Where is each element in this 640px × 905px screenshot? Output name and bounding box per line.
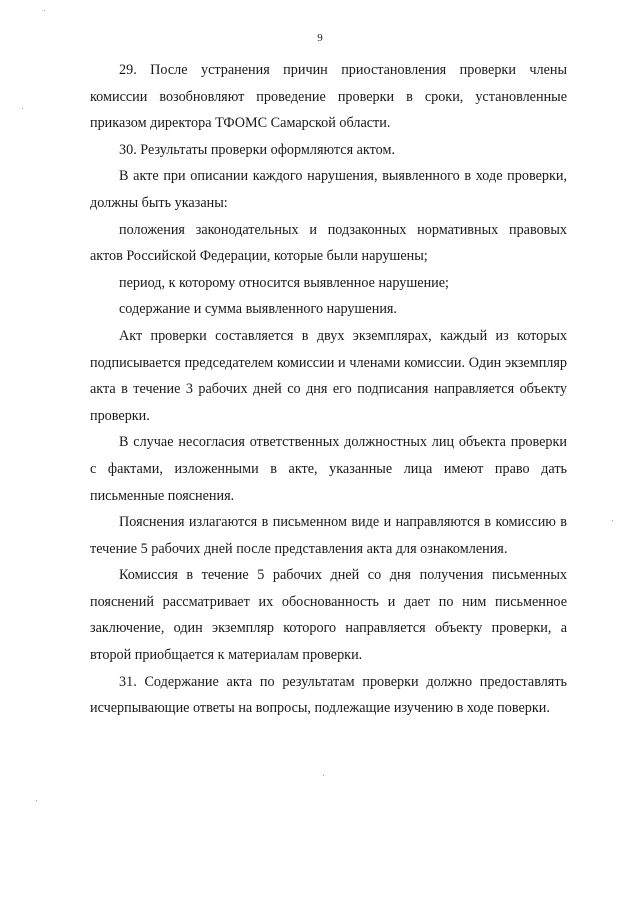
list-item-content-amount: содержание и сумма выявленного нарушения. (119, 301, 397, 318)
paragraph-explanations: Пояснения излагаются в письменном виде и направляются в комиссию в течение 5 рабочих дней после представления акта для ознакомления. (90, 514, 567, 557)
page-number: 9 (317, 32, 323, 44)
scan-speck (22, 108, 23, 109)
list-item-period: период, к которому относится выявленное нарушение; (119, 274, 449, 291)
scan-speck (36, 800, 37, 801)
list-item-legal-provisions: положения законодательных и подзаконных нормативных правовых актов Российской Федерации, которые были нарушены; (90, 221, 567, 265)
document-body (90, 57, 567, 722)
scan-speck (323, 775, 324, 776)
paragraph-act-requirements: В акте при описании каждого нарушения, выявленного в ходе проверки, должны быть указаны: (90, 168, 567, 211)
scan-speck (44, 10, 45, 11)
paragraph-31: 31. Содержание акта по результатам проверки должно предоставлять исчерпывающие ответы на вопросы, подлежащие изучению в ходе поверки. (90, 673, 567, 717)
paragraph-commission-review: Комиссия в течение 5 рабочих дней со дня получения письменных пояснений рассматривает их обоснованность и дает по ним письменное заключение, один экземпляр которого направляется объекту проверки, а второй приобщается к материалам проверки. (90, 567, 567, 664)
paragraph-act-copies: Акт проверки составляется в двух экземплярах, каждый из которых подписывается председателем комиссии и членами комиссии. Один экземпляр акта в течение 3 рабочих дней со дня его подписания направляется объекту проверки. (90, 327, 567, 424)
paragraph-disagreement: В случае несогласия ответственных должностных лиц объекта проверки с фактами, изложенными в акте, указанные лица имеют право дать письменные пояснения. (90, 434, 567, 504)
paragraph-29: 29. После устранения причин приостановления проверки члены комиссии возобновляют проведение проверки в сроки, установленные приказом директора ТФОМС Самарской области. (90, 62, 567, 132)
paragraph-30: 30. Результаты проверки оформляются актом. (119, 141, 396, 158)
scan-speck (612, 520, 613, 521)
